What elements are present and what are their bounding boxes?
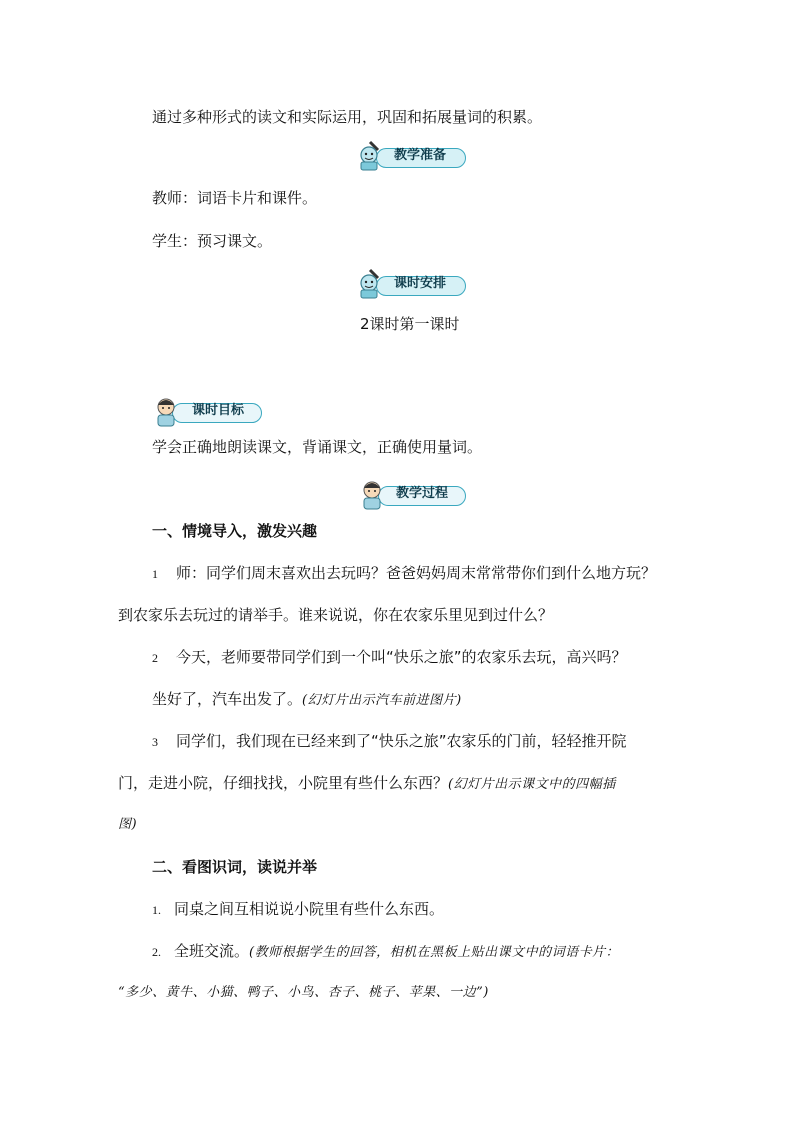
item-number: 2. xyxy=(152,945,161,959)
objective-heading: 课时目标 xyxy=(192,403,245,418)
item-number: 1 xyxy=(152,567,158,581)
section2-title: 二、看图识词，读说并举 xyxy=(152,858,318,876)
section1-item1-line1 xyxy=(152,563,656,584)
schedule-heading: 课时安排 xyxy=(394,276,447,291)
item-text: 坐好了，汽车出发了。 xyxy=(152,690,303,708)
section1-item2-line2 xyxy=(152,689,462,711)
schedule-banner xyxy=(352,268,470,298)
prep-student: 学生：预习课文。 xyxy=(152,232,273,250)
prep-teacher: 教师：词语卡片和课件。 xyxy=(152,189,318,207)
teacher-note: (教师根据学生的回答，相机在黑板上贴出课文中的词语卡片： xyxy=(249,945,620,960)
item-number: 3 xyxy=(152,735,158,749)
prep-banner xyxy=(352,140,470,170)
section2-item2-line2: “多少、黄牛、小猫、鸭子、小鸟、杏子、桃子、苹果、一边”) xyxy=(118,985,489,1000)
section1-title: 一、情境导入，激发兴趣 xyxy=(152,522,318,540)
item-text: 全班交流。 xyxy=(174,942,250,960)
item-number: 1. xyxy=(152,903,161,917)
section1-item3-line3: 图) xyxy=(118,817,138,832)
process-heading: 教学过程 xyxy=(396,486,449,501)
item-text: 同桌之间互相说说小院里有些什么东西。 xyxy=(174,900,445,918)
goal-text: 通过多种形式的读文和实际运用，巩固和拓展量词的积累。 xyxy=(152,108,543,126)
section1-item2-line1 xyxy=(152,647,627,668)
section2-item1 xyxy=(152,899,444,920)
item-text: 同学们，我们现在已经来到了“快乐之旅”农家乐的门前，轻轻推开院 xyxy=(176,732,627,750)
section2-item2-line1 xyxy=(152,941,619,963)
item-text: 门，走进小院，仔细找找，小院里有些什么东西？ xyxy=(118,774,449,792)
process-banner xyxy=(356,478,468,508)
student-mascot-icon xyxy=(356,478,392,510)
section1-item3-line2 xyxy=(118,773,616,795)
item-number: 2 xyxy=(152,651,158,665)
section1-item1-line2: 到农家乐去玩过的请举手。谁来说说，你在农家乐里见到过什么？ xyxy=(118,606,554,624)
item-text: 师：同学们周末喜欢出去玩吗？爸爸妈妈周末常常带你们到什么地方玩？ xyxy=(176,564,657,582)
schedule-text: 2课时第一课时 xyxy=(360,315,460,333)
slide-note: (幻灯片出示汽车前进图片) xyxy=(302,693,462,708)
objective-banner xyxy=(150,395,265,425)
section1-item3-line1 xyxy=(152,731,627,752)
prep-heading: 教学准备 xyxy=(394,148,447,163)
item-text: 今天，老师要带同学们到一个叫“快乐之旅”的农家乐去玩，高兴吗？ xyxy=(176,648,627,666)
objective-text: 学会正确地朗读课文，背诵课文，正确使用量词。 xyxy=(152,438,483,456)
student-mascot-icon xyxy=(150,395,186,427)
slide-note: (幻灯片出示课文中的四幅插 xyxy=(448,777,616,792)
